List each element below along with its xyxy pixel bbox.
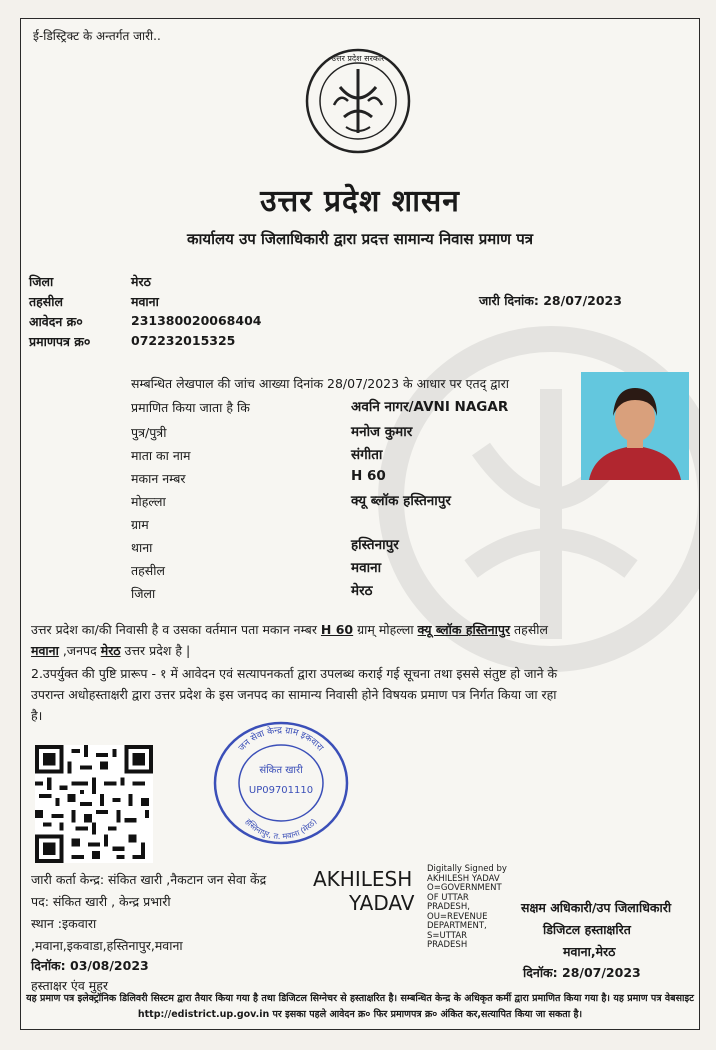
confirmation-line-1: 2.उपर्युक्त की पुष्टि प्रारूप - १ में आवेदन एवं सत्यापनकर्ता द्वारा उपलब्ध कराई गई सूचना तथा इससे संतुष्ट हो जाने के (31, 666, 558, 681)
field-value-district: मेरठ (351, 583, 373, 599)
certificate-label: प्रमाणपत्र क्र० (29, 334, 91, 349)
issuer-sign-label: हस्ताक्षर एंव मुहर (31, 978, 108, 993)
issue-date-value: 28/07/2023 (543, 293, 622, 308)
field-value-tehsil: मवाना (351, 560, 382, 576)
applicant-photo (581, 372, 689, 480)
confirmation-line-3: है। (31, 708, 43, 723)
field-value-police-station: हस्तिनापुर (351, 537, 399, 553)
field-value-parent: मनोज कुमार (351, 424, 413, 440)
para1-text5: उत्तर प्रदेश है | (120, 643, 191, 658)
up-government-emblem (304, 47, 412, 155)
verification-footer-note: यह प्रमाण पत्र इलेक्ट्रॉनिक डिलिवरी सिस्टम द्वारा तैयार किया गया है तथा डिजिटल सिग्नेचर से हस्ताक्षरित है। सम्बन्धित केन्द्र के अधिकृत कर्मी द्वारा प्रमाणित किया गया है। यह प्रमाण पत्र वेबसाइट http://edistrict.up.gov.in पर इसका पहले आवेदन क्र० फिर प्रमाणपत्र क्र० अंकित कर,सत्यापित किया जा सकता है। (26, 993, 694, 1020)
issuer-place: स्थान :इकवारा (31, 916, 97, 931)
residence-paragraph (31, 619, 681, 661)
header-note: ई-डिस्ट्रिक्ट के अन्तर्गत जारी.. (33, 29, 161, 43)
digital-signature-details: Digitally Signed by AKHILESH YADAV O=GOVERNMENT OF UTTAR PRADESH, OU=REVENUE DEPARTMENT, S=UTTAR PRADESH (427, 864, 507, 950)
field-label-police-station: थाना (131, 540, 153, 555)
certificate-number: 072232015325 (131, 333, 236, 348)
para1-district: मेरठ (100, 643, 121, 658)
issue-date-label: जारी दिनांक: (479, 293, 539, 308)
issuer-center: जारी कर्ता केन्द्र: संकित खारी ,नैकटान जन सेवा केंद्र (31, 872, 267, 887)
field-value-mohalla: क्यू ब्लॉक हस्तिनापुर (351, 493, 451, 509)
application-label: आवेदन क्र० (29, 314, 83, 329)
seal-ring-text: जन सेवा केन्द्र ग्राम इकवारा (237, 725, 326, 754)
para1-text2: ग्राम् मोहल्ला (353, 622, 418, 637)
field-value-house: H 60 (351, 468, 386, 484)
emblem-text: उत्तर प्रदेश सरकार (331, 54, 385, 63)
field-label-parent: पुत्र/पुत्री (131, 425, 167, 440)
field-label-mother: माता का नाम (131, 448, 191, 463)
issuer-post: पद: संकित खारी , केन्द्र प्रभारी (31, 894, 171, 909)
intro-line: सम्बन्धित लेखपाल की जांच आख्या दिनांक 28/07/2023 के आधार पर एतद् द्वारा (131, 376, 510, 391)
district-value: मेरठ (131, 274, 151, 289)
para1-text1: उत्तर प्रदेश का/की निवासी है व उसका वर्तमान पता मकान नम्बर (31, 622, 321, 637)
para1-house: H 60 (320, 622, 354, 637)
seal-bottom-text: हस्तिनापुर, त. मवाना (मेरठ) (243, 817, 319, 842)
confirmation-line-2: उपरान्त अधोहस्ताक्षरी द्वारा उत्तर प्रदेश के इस जनपद का सामान्य निवासी होने विषयक प्रमाण पत्र निर्गत किया जा रहा (31, 687, 557, 702)
authority-date: दिनॉक: 28/07/2023 (523, 965, 641, 980)
digital-signer-name-line2: YADAV (349, 891, 415, 915)
csc-seal-stamp (209, 713, 353, 845)
field-value-name: अवनि नागर/AVNI NAGAR (351, 399, 509, 415)
tehsil-label: तहसील (29, 294, 63, 309)
para1-text4: ,जनपद (58, 643, 101, 658)
authority-digital-signed: डिजिटल हस्ताक्षरित (543, 922, 631, 937)
certificate-subtitle: कार्यालय उप जिलाधिकारी द्वारा प्रदत्त सामान्य निवास प्रमाण पत्र (187, 230, 533, 248)
authority-location: मवाना,मेरठ (563, 944, 616, 959)
certificate-page (20, 18, 700, 1030)
field-label-village: ग्राम (131, 517, 149, 532)
field-label-house: मकान नम्बर (131, 471, 186, 486)
field-label-tehsil: तहसील (131, 563, 165, 578)
application-number: 231380020068404 (131, 313, 262, 328)
digital-signer-name-line1: AKHILESH (313, 867, 413, 891)
field-value-mother: संगीता (351, 447, 383, 463)
para1-mohalla: क्यू ब्लॉक हस्तिनापुर (417, 622, 511, 637)
para1-text3: तहसील (510, 622, 548, 637)
issuer-date: दिनॉक: 03/08/2023 (31, 958, 149, 973)
para1-tehsil: मवाना (31, 643, 59, 658)
district-label: जिला (29, 274, 54, 289)
field-label-mohalla: मोहल्ला (131, 494, 166, 509)
seal-code: UP09701110 (248, 785, 314, 796)
field-label-certified: प्रमाणित किया जाता है कि (131, 400, 250, 415)
field-label-district: जिला (131, 586, 156, 601)
seal-name: संकित खारी (259, 765, 303, 776)
tehsil-value: मवाना (131, 294, 159, 309)
issue-date (479, 292, 622, 309)
issuer-address: ,मवाना,इकवाडा,हस्तिनापुर,मवाना (31, 938, 183, 953)
certificate-title: उत्तर प्रदेश शासन (260, 184, 460, 219)
authority-designation: सक्षम अधिकारी/उप जिलाधिकारी (521, 900, 672, 915)
qr-code (35, 745, 153, 863)
